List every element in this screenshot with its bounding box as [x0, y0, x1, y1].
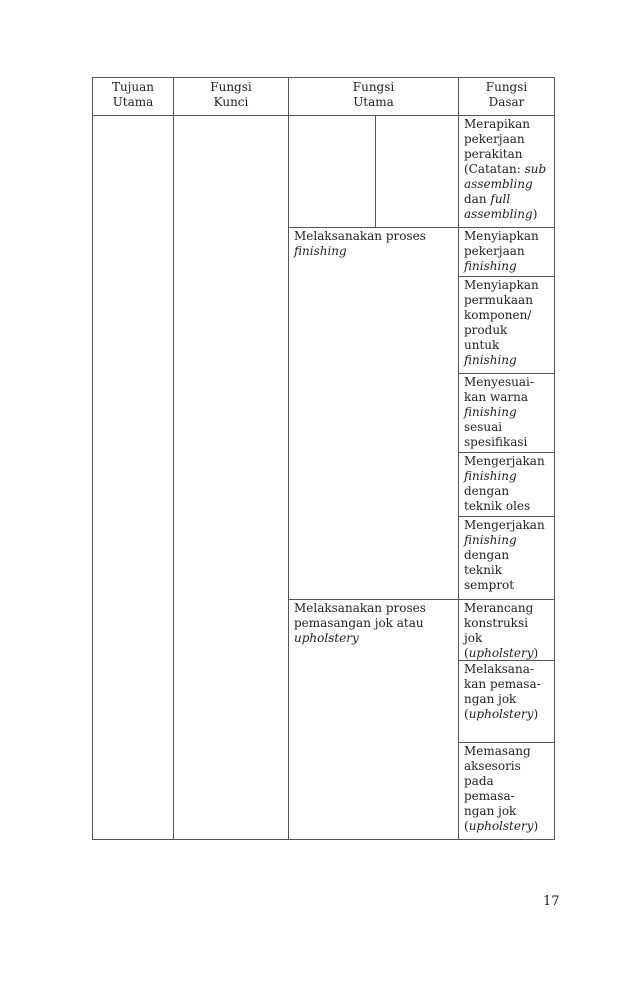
text: teknik [464, 563, 503, 577]
text: ) [533, 646, 539, 660]
text: ) [532, 207, 538, 221]
text: finishing [294, 244, 347, 258]
text: ( [464, 646, 469, 660]
text: finishing [464, 533, 517, 547]
text: finishing [464, 353, 517, 367]
tujuan-utama-cell [92, 115, 174, 840]
text: Melaksana- [464, 662, 534, 676]
text: sesuai [464, 420, 503, 434]
header-tujuan-utama [92, 77, 174, 116]
text: Memasang [464, 744, 531, 758]
text: finishing [464, 259, 517, 273]
text: Merancang [464, 601, 534, 615]
text: Merapikan [464, 117, 530, 131]
header-text: Fungsi [210, 80, 252, 94]
text: Melaksanakan proses [294, 229, 426, 243]
header-text: Fungsi [352, 80, 395, 94]
text: (Catatan: [464, 162, 525, 176]
text: teknik oles [464, 499, 531, 513]
header-text: Kunci [213, 95, 249, 109]
text: ( [464, 707, 469, 721]
text: Mengerjakan [464, 518, 545, 532]
dasar-memasang-aksesoris [458, 742, 555, 840]
dasar-menyiapkan-pekerjaan [458, 227, 555, 277]
text: kan warna [464, 390, 529, 404]
text: Menyesuai- [464, 375, 534, 389]
text: komponen/ [464, 308, 532, 322]
text: pemasa- [464, 789, 515, 803]
utama-finishing [288, 227, 459, 600]
text: finishing [464, 405, 517, 419]
text: dengan [464, 484, 510, 498]
text: Mengerjakan [464, 454, 545, 468]
dasar-merapikan [458, 115, 555, 228]
text: ngan jok [464, 692, 517, 706]
dasar-merancang [458, 599, 555, 661]
header-fungsi-dasar [458, 77, 555, 116]
text: upholstery [468, 819, 534, 833]
fungsi-kunci-cell [173, 115, 289, 840]
dasar-melaksanakan-pemasangan [458, 660, 555, 743]
header-text: Tujuan [111, 80, 155, 94]
text: pekerjaan [464, 244, 525, 258]
text: ) [533, 819, 539, 833]
dasar-teknik-oles [458, 452, 555, 517]
text: assembling [464, 207, 533, 221]
text: produk [464, 323, 508, 337]
header-fungsi-utama [288, 77, 459, 116]
utama-jok [288, 599, 459, 840]
header-text: Utama [112, 95, 154, 109]
text: pada [464, 774, 494, 788]
text: upholstery [294, 631, 359, 645]
text: ngan jok [464, 804, 517, 818]
text: Menyiapkan [464, 278, 539, 292]
text: sub [524, 162, 547, 176]
text: upholstery [468, 707, 534, 721]
page-number: 17 [543, 894, 560, 909]
text: aksesoris [464, 759, 521, 773]
text: konstruksi [464, 616, 528, 630]
text: permukaan [464, 293, 533, 307]
text: kan pemasa- [464, 677, 541, 691]
text: full [490, 192, 511, 206]
text: jok [464, 631, 483, 645]
dasar-menyesuaikan-warna [458, 373, 555, 453]
text: dan [464, 192, 491, 206]
text: semprot [464, 578, 515, 592]
header-text: Fungsi [485, 80, 528, 94]
header-fungsi-kunci [173, 77, 289, 116]
header-text: Utama [353, 95, 394, 109]
text: dengan [464, 548, 510, 562]
text: ) [533, 707, 539, 721]
fungsi-utama-sub-a [288, 115, 376, 228]
text: ( [464, 819, 469, 833]
text: Melaksanakan proses [294, 601, 426, 615]
text: spesifikasi [464, 435, 528, 449]
header-text: Dasar [488, 95, 525, 109]
text: Menyiapkan [464, 229, 539, 243]
text: perakitan [464, 147, 523, 161]
text: pemasangan jok atau [294, 616, 424, 630]
dasar-teknik-semprot [458, 516, 555, 600]
text: untuk [464, 338, 500, 352]
text: pekerjaan [464, 132, 525, 146]
dasar-menyiapkan-permukaan [458, 276, 555, 374]
fungsi-utama-sub-b [375, 115, 459, 228]
text: upholstery [468, 646, 534, 660]
text: finishing [464, 469, 517, 483]
text: assembling [464, 177, 533, 191]
